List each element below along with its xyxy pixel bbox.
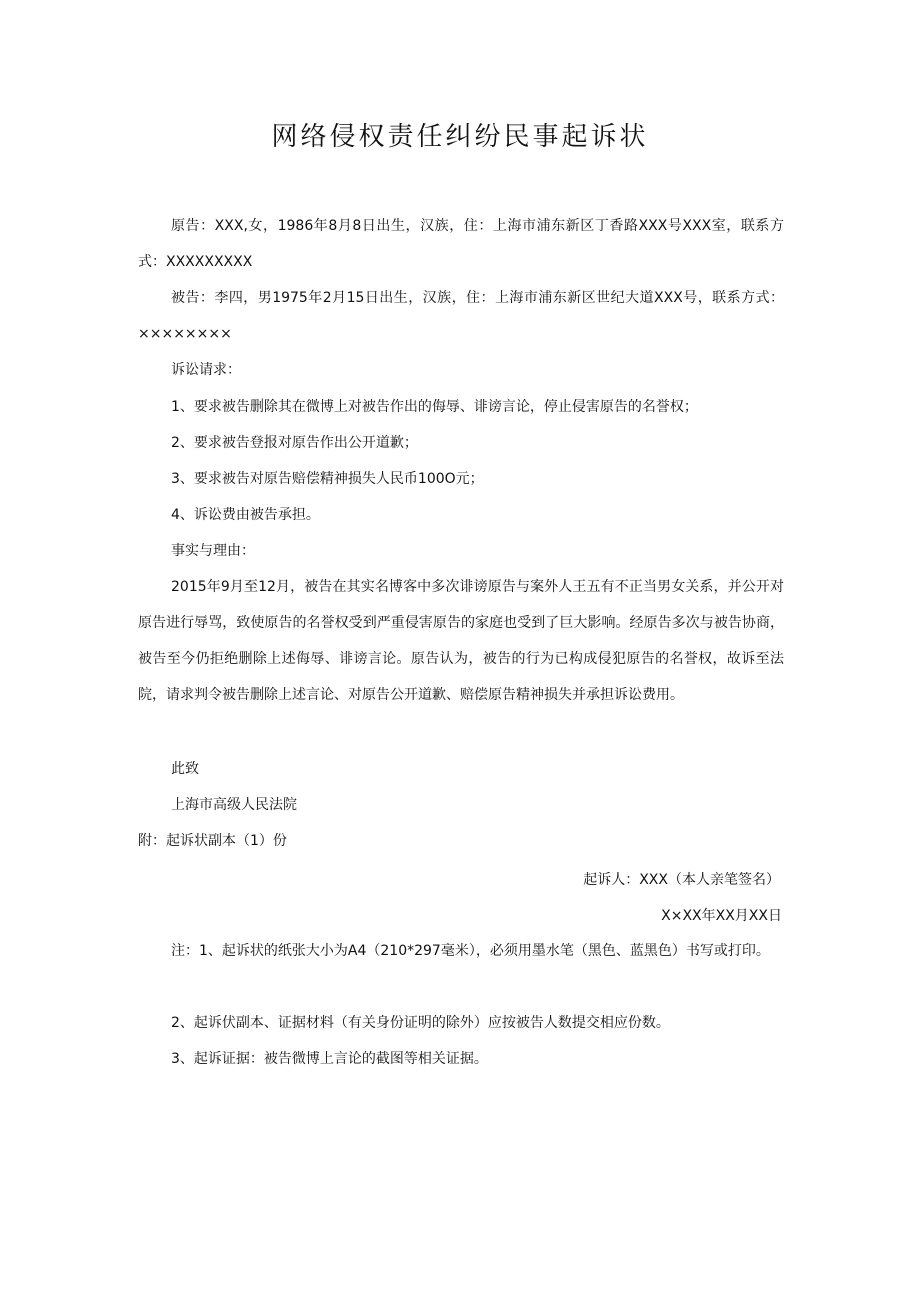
claim-item: 2、要求被告登报对原告作出公开道歉；: [171, 435, 418, 451]
defendant-paragraph: 被告：李四，男1975年2月15日出生，汉族，住：上海市浦东新区世纪大道XXX号，联系方式：××××××××: [138, 290, 784, 342]
note-item: 2、起诉伏副本、证据材料（有关身份证明的除外）应按被告人数提交相应份数。: [171, 1015, 670, 1031]
note-item: 3、起诉证据：被告微博上言论的截图等相关证据。: [171, 1051, 488, 1067]
claim-item: 4、诉讼费由被告承担。: [171, 507, 320, 523]
claims-heading: 诉讼请求：: [171, 362, 241, 378]
plaintiff-paragraph: 原告：XXX,女，1986年8月8日出生，汉族，住：上海市浦东新区丁香路XXX号XXX室，联系方式：XXXXXXXXX: [138, 218, 784, 270]
claim-item: 3、要求被告对原告赔偿精神损失人民币100O元；: [171, 471, 484, 487]
document-title: 网络侵权责任纠纷民事起诉状: [271, 122, 649, 152]
claim-item: 1、要求被告删除其在微博上对被告作出的侮辱、诽谤言论，停止侵害原告的名誉权；: [171, 399, 698, 415]
note-item: 注：1、起诉状的纸张大小为A4（210*297毫米），必须用墨水笔（黑色、蓝黑色）书写或打印。: [171, 943, 770, 959]
date-line: X×XX年XX月XX日: [661, 908, 782, 924]
facts-paragraph: 2015年9月至12月，被告在其实名博客中多次诽谤原告与案外人王五有不正当男女关系，并公开对原告进行辱骂，致使原告的名誉权受到严重侵害原告的家庭也受到了巨大影响。经原告多次与被告协商，被告至今仍拒绝删除上述侮辱、诽谤言论。原告认为，被告的行为已构成侵犯原告的名誉权，故诉至法院，请求判令被告删除上述言论、对原告公开道歉、赔偿原告精神损失并承担诉讼费用。: [138, 579, 784, 703]
facts-heading: 事实与理由：: [171, 543, 255, 559]
attachment-line: 附：起诉状副本（1）份: [138, 833, 287, 849]
court-name: 上海市高级人民法院: [171, 797, 297, 813]
signature-line: 起诉人：XXX（本人亲笔签名）: [583, 872, 780, 888]
closing-salutation: 此致: [171, 761, 199, 777]
